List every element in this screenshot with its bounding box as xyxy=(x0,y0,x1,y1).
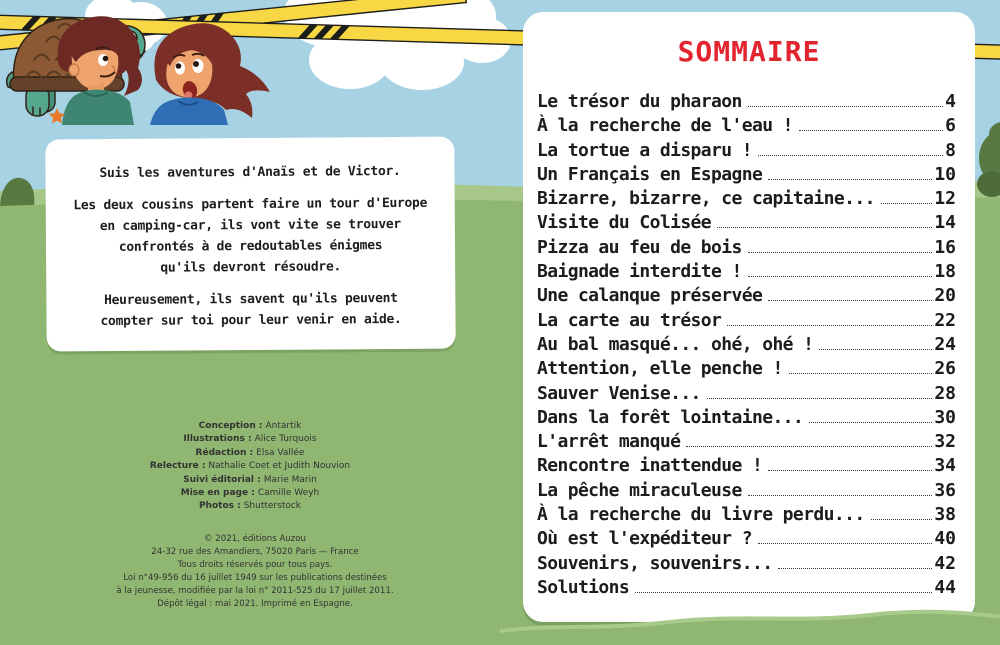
toc-page-number: 22 xyxy=(934,309,956,331)
copyright-line: 24-32 rue des Amandiers, 75020 Paris — France xyxy=(151,547,359,557)
toc-leader-dots xyxy=(799,130,943,131)
bush-icon xyxy=(977,122,1000,197)
toc-leader-dots xyxy=(881,203,932,204)
toc-leader-dots xyxy=(758,543,932,544)
toc-entry xyxy=(537,187,956,211)
toc-page-number: 20 xyxy=(934,285,956,307)
toc-leader-dots xyxy=(635,592,932,593)
toc-page-number: 18 xyxy=(934,261,956,283)
intro-paragraph: Heureusement, ils savent qu'ils peuvent compter sur toi pour leur venir en aide. xyxy=(100,291,402,330)
toc-leader-dots xyxy=(727,325,932,326)
toc-leader-dots xyxy=(768,300,932,301)
toc-leader-dots xyxy=(707,398,933,399)
toc-entry-label: La pêche miraculeuse xyxy=(537,479,742,501)
toc-page-number: 10 xyxy=(934,163,956,185)
toc-list xyxy=(537,90,956,600)
toc-page-number: 8 xyxy=(945,139,956,161)
boy-character xyxy=(49,16,142,125)
toc-leader-dots xyxy=(717,227,932,228)
sommaire-card xyxy=(523,12,975,622)
copyright-line: à la jeunesse, modifiée par la loi n° 2011-525 du 17 juillet 2011. xyxy=(116,586,394,596)
toc-entry-label: Pizza au feu de bois xyxy=(537,236,742,258)
toc-leader-dots xyxy=(768,470,932,471)
toc-page-number: 44 xyxy=(934,576,956,598)
toc-entry xyxy=(537,503,956,527)
copyright-block xyxy=(55,533,455,611)
credit-line xyxy=(55,460,445,473)
toc-page-number: 16 xyxy=(934,236,956,258)
toc-entry xyxy=(537,552,956,576)
credit-label: Conception : xyxy=(198,421,263,431)
toc-entry-label: Sauver Venise... xyxy=(537,382,701,404)
credit-value: Shutterstock xyxy=(243,501,302,512)
toc-entry-label: Solutions xyxy=(537,576,630,598)
toc-entry-label: Une calanque préservée xyxy=(537,285,763,307)
toc-page-number: 26 xyxy=(934,358,956,380)
copyright-line: Loi n°49-956 du 16 juillet 1949 sur les publications destinées xyxy=(123,573,387,583)
toc-entry-label: Un Français en Espagne xyxy=(537,163,763,185)
toc-entry xyxy=(537,430,956,454)
toc-leader-dots xyxy=(768,179,932,180)
toc-entry-label: Bizarre, bizarre, ce capitaine... xyxy=(537,188,875,210)
toc-entry xyxy=(537,576,956,600)
sommaire-title: SOMMAIRE xyxy=(677,35,821,68)
toc-entry xyxy=(537,309,956,333)
copyright-line: Tous droits réservés pour tous pays. xyxy=(177,560,333,570)
toc-leader-dots xyxy=(871,519,933,520)
credit-line xyxy=(55,487,445,500)
toc-entry xyxy=(537,406,956,430)
toc-entry-label: Baignade interdite ! xyxy=(537,261,742,283)
toc-entry xyxy=(537,236,956,260)
credit-label: Illustrations : xyxy=(183,434,252,445)
toc-entry xyxy=(537,333,956,357)
toc-entry xyxy=(537,114,956,138)
toc-leader-dots xyxy=(748,495,933,496)
toc-entry-label: Le trésor du pharaon xyxy=(537,91,742,112)
girl-character xyxy=(150,23,270,125)
credit-label: Relecture : xyxy=(149,461,206,472)
toc-entry-label: Attention, elle penche ! xyxy=(537,358,783,380)
toc-entry-label: L'arrêt manqué xyxy=(537,431,681,453)
toc-entry xyxy=(537,357,956,381)
credit-line xyxy=(55,433,445,446)
toc-entry xyxy=(537,284,956,308)
toc-entry-label: Où est l'expéditeur ? xyxy=(537,528,752,550)
toc-entry xyxy=(537,260,956,284)
toc-page-number: 36 xyxy=(934,479,956,501)
copyright-line: © 2021, éditions Auzou xyxy=(203,534,306,544)
toc-entry xyxy=(537,163,956,187)
toc-leader-dots xyxy=(819,349,932,350)
credit-line xyxy=(55,474,445,487)
toc-leader-dots xyxy=(758,155,943,156)
toc-entry-label: Visite du Colisée xyxy=(537,212,712,234)
toc-page-number: 28 xyxy=(934,382,956,404)
credit-label: Mise en page : xyxy=(180,488,255,499)
bush-icon xyxy=(0,178,34,206)
toc-page-number: 42 xyxy=(934,552,956,574)
toc-page-number: 34 xyxy=(934,455,956,477)
credit-value: Antartik xyxy=(265,421,302,431)
toc-entry-label: À la recherche du livre perdu... xyxy=(537,504,865,526)
toc-entry xyxy=(537,527,956,551)
toc-leader-dots xyxy=(748,106,943,107)
toc-page-number: 24 xyxy=(934,333,956,355)
toc-leader-dots xyxy=(778,568,932,569)
intro-paragraph: Les deux cousins partent faire un tour d'Europe en camping-car, ils vont vite se trouver confrontés à de redoutables énigmes qu'ils devront résoudre. xyxy=(73,195,428,276)
toc-entry xyxy=(537,454,956,478)
intro-card xyxy=(45,137,455,352)
toc-leader-dots xyxy=(686,446,932,447)
credit-value: Alice Turquois xyxy=(254,434,317,445)
toc-leader-dots xyxy=(748,276,933,277)
toc-page-number: 12 xyxy=(934,188,956,210)
toc-page-number: 40 xyxy=(934,528,956,550)
toc-leader-dots xyxy=(748,252,933,253)
toc-entry-label: À la recherche de l'eau ! xyxy=(537,115,793,137)
toc-entry xyxy=(537,479,956,503)
credit-line xyxy=(55,447,445,460)
toc-page-number: 38 xyxy=(934,504,956,526)
toc-entry-label: La tortue a disparu ! xyxy=(537,139,752,161)
toc-leader-dots xyxy=(789,373,933,374)
credit-label: Rédaction : xyxy=(195,447,254,458)
toc-page-number: 6 xyxy=(945,115,956,137)
credit-line xyxy=(55,500,445,513)
credit-line xyxy=(55,420,445,433)
toc-page-number: 4 xyxy=(945,91,956,112)
intro-text xyxy=(45,137,455,333)
toc-entry xyxy=(537,382,956,406)
toc-leader-dots xyxy=(809,422,932,423)
toc-entry xyxy=(537,211,956,235)
credit-label: Suivi éditorial : xyxy=(183,474,261,485)
toc-page-number: 30 xyxy=(934,406,956,428)
credits-block xyxy=(55,420,445,514)
toc-entry xyxy=(537,90,956,114)
intro-paragraph: Suis les aventures d'Anaïs et de Victor. xyxy=(99,163,401,182)
children-characters xyxy=(0,0,300,125)
toc-entry-label: Rencontre inattendue ! xyxy=(537,455,763,477)
credit-value: Elsa Vallée xyxy=(256,447,305,458)
copyright-line: Dépôt légal : mai 2021. Imprimé en Espagne. xyxy=(157,599,353,609)
toc-entry-label: Dans la forêt lointaine... xyxy=(537,406,804,428)
credit-value: Marie Marin xyxy=(263,474,317,485)
toc-page-number: 32 xyxy=(934,431,956,453)
toc-entry-label: La carte au trésor xyxy=(537,309,722,331)
toc-entry-label: Souvenirs, souvenirs... xyxy=(537,552,773,574)
toc-entry xyxy=(537,139,956,163)
credit-label: Photos : xyxy=(198,501,241,512)
credit-value: Nathalie Coet et Judith Nouvion xyxy=(208,461,351,472)
credit-value: Camille Weyh xyxy=(257,488,320,499)
toc-entry-label: Au bal masqué... ohé, ohé ! xyxy=(537,333,814,355)
toc-page-number: 14 xyxy=(934,212,956,234)
